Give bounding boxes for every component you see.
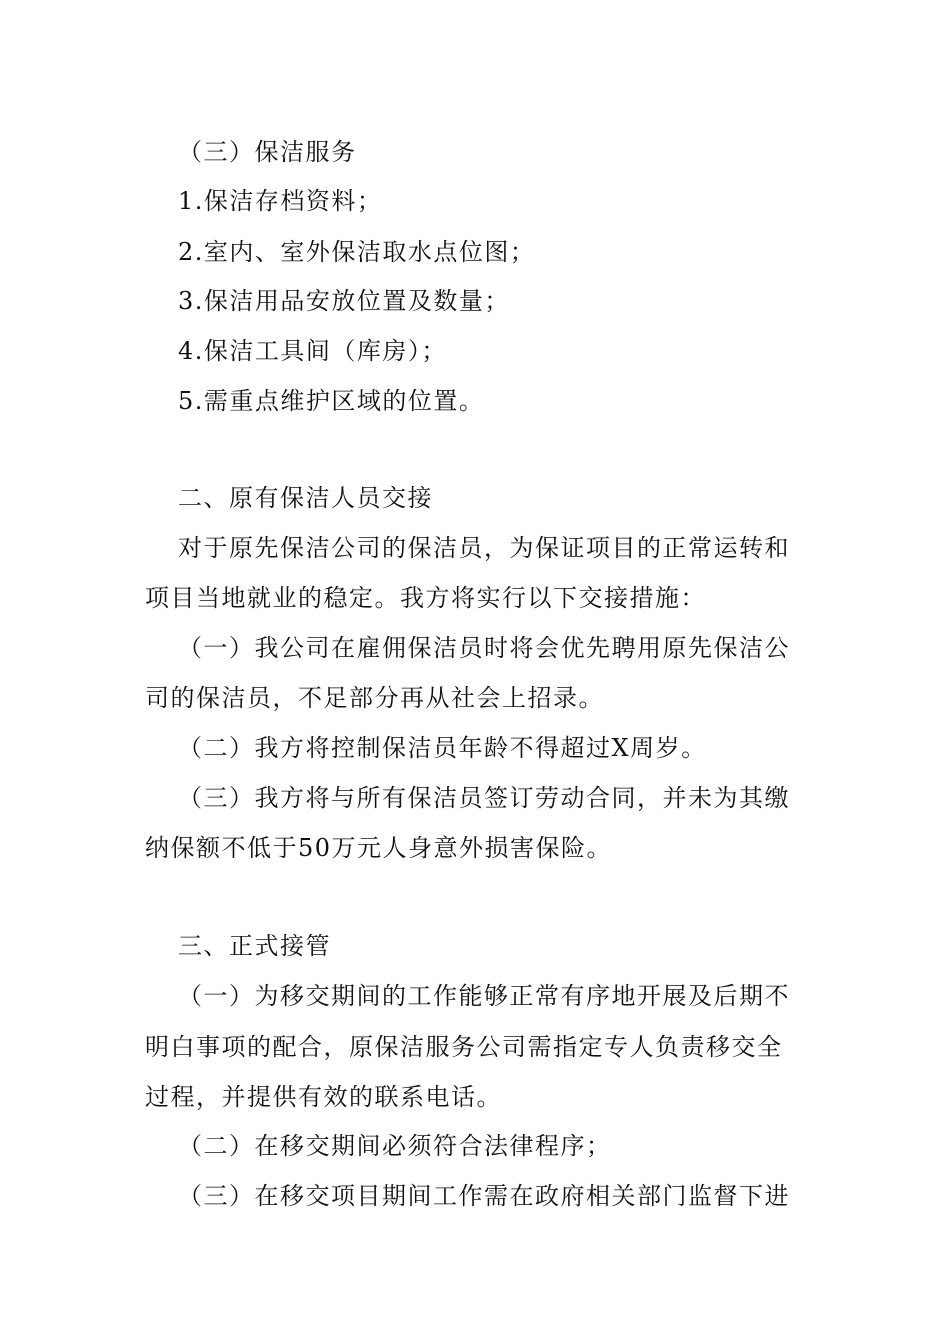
list-item-1: 1.保洁存档资料； bbox=[178, 187, 383, 215]
list-item-4: 4.保洁工具间（库房）； bbox=[178, 337, 447, 365]
list-item-2: 2.室内、室外保洁取水点位图； bbox=[178, 238, 536, 266]
paragraph-line: （二）在移交期间必须符合法律程序； bbox=[178, 1132, 612, 1160]
paragraph-line: （三）在移交项目期间工作需在政府相关部门监督下进 bbox=[178, 1182, 790, 1210]
paragraph-line: 明白事项的配合，原保洁服务公司需指定专人负责移交全 bbox=[145, 1033, 783, 1061]
paragraph-line: （三）我方将与所有保洁员签订劳动合同，并未为其缴 bbox=[178, 784, 790, 812]
paragraph-line: 纳保额不低于50万元人身意外损害保险。 bbox=[145, 834, 613, 862]
paragraph-line: （二）我方将控制保洁员年龄不得超过X周岁。 bbox=[178, 734, 707, 762]
paragraph-line: 项目当地就业的稳定。我方将实行以下交接措施： bbox=[145, 584, 706, 612]
section-heading-cleaning-service: （三）保洁服务 bbox=[178, 138, 357, 166]
section-heading-formal-takeover: 三、正式接管 bbox=[178, 932, 331, 960]
list-item-5: 5.需重点维护区域的位置。 bbox=[178, 387, 485, 415]
section-heading-staff-handover: 二、原有保洁人员交接 bbox=[178, 484, 433, 512]
paragraph-line: 对于原先保洁公司的保洁员，为保证项目的正常运转和 bbox=[178, 534, 790, 562]
paragraph-line: （一）为移交期间的工作能够正常有序地开展及后期不 bbox=[178, 982, 790, 1010]
paragraph-line: 过程，并提供有效的联系电话。 bbox=[145, 1083, 502, 1111]
list-item-3: 3.保洁用品安放位置及数量； bbox=[178, 287, 510, 315]
paragraph-line: 司的保洁员，不足部分再从社会上招录。 bbox=[145, 684, 604, 712]
paragraph-line: （一）我公司在雇佣保洁员时将会优先聘用原先保洁公 bbox=[178, 634, 790, 662]
